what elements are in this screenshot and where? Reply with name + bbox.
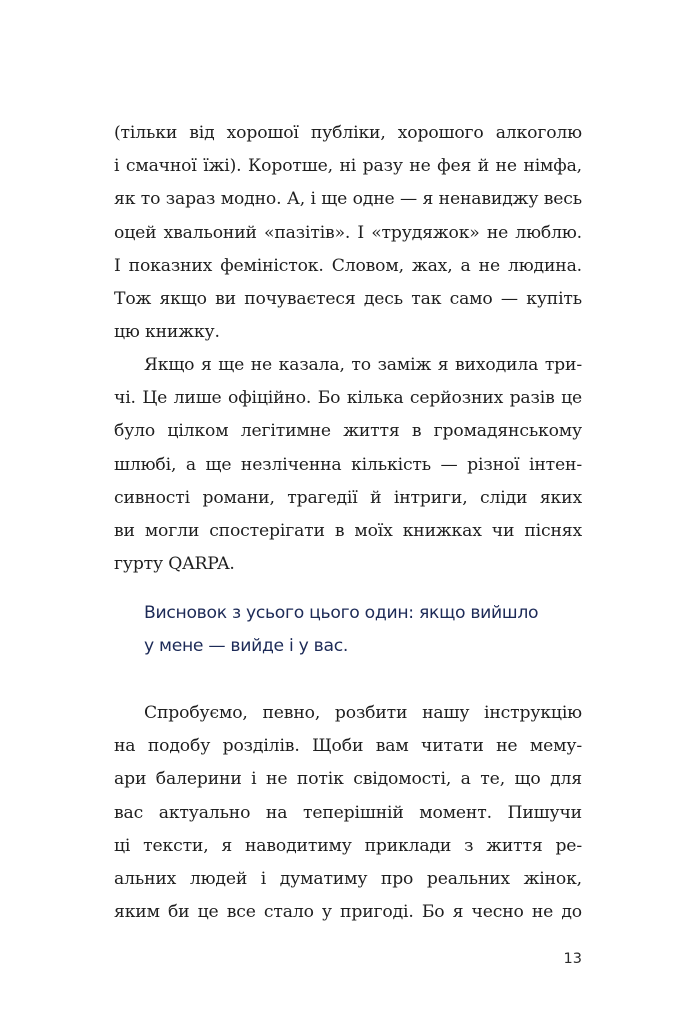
paragraph-line: вас актуально на теперішній момент. Пишучи: [114, 802, 582, 823]
highlight-line: Висновок з усього цього один: якщо вийшло: [144, 603, 539, 623]
paragraph-2: [114, 349, 582, 581]
paragraph-line: І показних феміністок. Словом, жах, а не людина.: [114, 255, 582, 276]
paragraph-line: оцей хвальоний «пазітів». І «трудяжок» не люблю.: [114, 222, 582, 243]
paragraph-line: яким би це все стало у пригоді. Бо я чесно не до: [114, 902, 582, 923]
paragraph-line: гурту QARPA.: [114, 554, 235, 575]
paragraph-line: ари балерини і не потік свідомості, а те, що для: [114, 769, 582, 790]
paragraph-line: цю книжку.: [114, 322, 220, 343]
paragraph-line: Якщо я ще не казала, то заміж я виходила три-: [144, 355, 582, 375]
paragraph-line: чі. Це лише офіційно. Бо кілька серйозних разів це: [114, 388, 582, 409]
paragraph-line: ці тексти, я наводитиму приклади з життя ре-: [114, 835, 582, 856]
paragraph-line: як то зараз модно. А, і ще одне — я ненавиджу весь: [114, 189, 582, 210]
highlight-line: у мене — вийде і у вас.: [144, 636, 349, 657]
paragraph-line: Тож якщо ви почуваєтеся десь так само — купіть: [114, 288, 582, 309]
paragraph-3: [114, 697, 582, 929]
paragraph-line: було цілком легітимне життя в громадянському: [114, 421, 582, 442]
paragraph-line: сивності романи, трагедії й інтриги, сліди яких: [114, 487, 582, 508]
paragraph-line: Спробуємо, певно, розбити нашу інструкцію: [144, 703, 582, 723]
paragraph-line: альних людей і думатиму про реальних жінок,: [114, 868, 582, 889]
paragraph-line: шлюбі, а ще незліченна кількість — різної інтен-: [114, 454, 582, 475]
paragraph-line: ви могли спостерігати в моїх книжках чи піснях: [114, 520, 582, 541]
paragraph-line: і смачної їжі). Коротше, ні разу не фея й не німфа,: [114, 156, 582, 177]
paragraph-1: [114, 117, 582, 349]
highlight-quote: [144, 597, 584, 663]
paragraph-line: (тільки від хорошої публіки, хорошого алкоголю: [114, 123, 582, 143]
page-number: 13: [563, 951, 582, 967]
paragraph-line: на подобу розділів. Щоби вам читати не мему-: [114, 736, 582, 757]
